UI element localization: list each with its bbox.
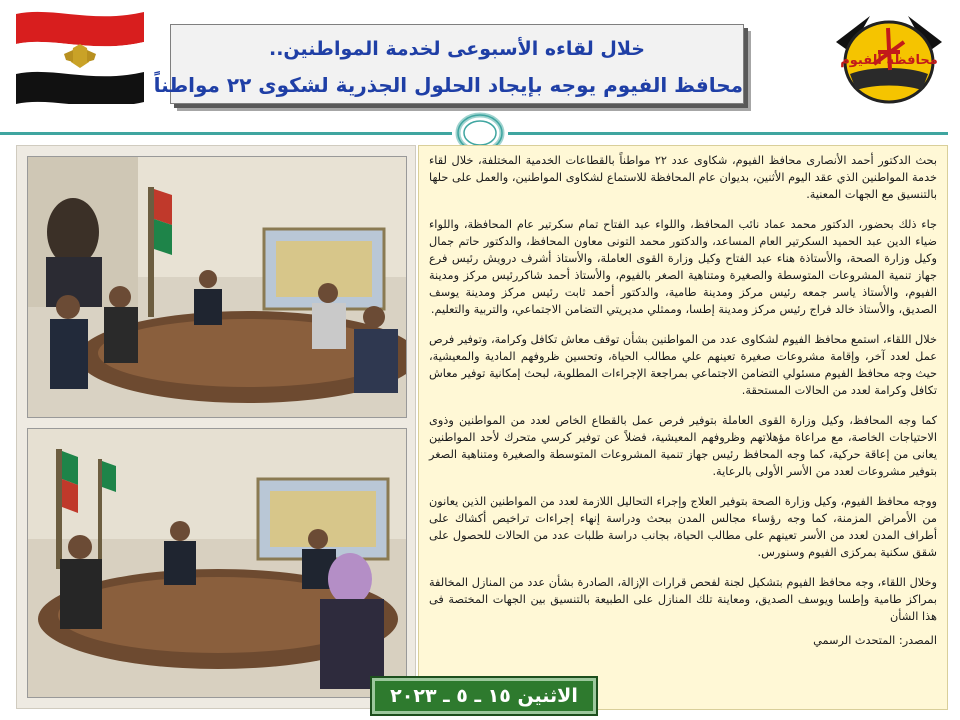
article-paragraph: ووجه محافظ الفيوم، وكيل وزارة الصحة بتوفير العلاج وإجراء التحاليل اللازمة لعدد من المواطنين الذين يعانون من الأمراض المزمنة، كما وجه رؤساء مجالس المدن ببحث ودراسة إنهاء إجراءات تراخيص أكشاك على أطراف المدن لعدد من الأسر تعينهم على مطالب الحياة، بجانب دراسة طلبات عدد من الحالات للحصول على شقق سكنية بمركزى الفيوم وسنورس.: [429, 495, 937, 559]
divider-left: [0, 132, 452, 135]
photo-panel: [16, 145, 416, 709]
article-source: المصدر: المتحدث الرسمي: [813, 634, 937, 647]
headline-box: [153, 24, 744, 104]
meeting-photo-2: [27, 428, 407, 698]
headline-line-2: محافظ الفيوم يوجه بإيجاد الحلول الجذرية لشكوى ٢٢ مواطناً: [153, 73, 743, 97]
article-paragraph: كما وجه المحافظ، وكيل وزارة القوى العاملة بتوفير فرص عمل بالقطاع الخاص لعدد من المواطنين وذوى الاحتياجات الخاصة، مع مراعاة مؤهلاتهم وظروفهم المعيشية، فضلاً عن توفير كرسي متحرك لأحد المواطنين يعانى من إعاقة حركية، كما وجه المحافظ رئيس جهاز تنمية المشروعات المتوسطة والصغيرة ومتناهية الصغر بتوفير مشروعات لعدد من الأسر الأولى بالرعاية.: [429, 414, 937, 478]
divider-right: [508, 132, 948, 135]
article-paragraph: بحث الدكتور أحمد الأنصارى محافظ الفيوم، شكاوى عدد ٢٢ مواطناً بالقطاعات الخدمية المختلفة، خلال لقاء خدمة المواطنين الذي عقد اليوم الأثنين، بديوان عام المحافظة للاستماع لشكاوى المواطنين، والعمل على حلها بالتنسيق مع الجهات المعنية.: [429, 154, 937, 201]
logo-lettering: محافظة الفيوم: [840, 53, 938, 68]
egypt-flag-icon: [12, 6, 148, 104]
article-paragraph: وخلال اللقاء، وجه محافظ الفيوم بتشكيل لجنة لفحص قرارات الإزالة، الصادرة بشأن عدد من المنازل المخالفة بمراكز طامية وإطسا ويوسف الصديق، ومعاينة تلك المنازل على الطبيعة بالتنسيق بين الجهات المختصة فى هذا الشأن: [429, 576, 937, 623]
headline-line-1: خلال لقاءه الأسبوعى لخدمة المواطنين..: [269, 38, 645, 60]
article-paragraph: خلال اللقاء، استمع محافظ الفيوم لشكاوى عدد من المواطنين بشأن توقف معاش تكافل وكرامة، وتوفير فرص عمل لعدد آخر، وإقامة مشروعات صغيرة تعينهم علي مطالب الحياة، وتحسين ظروفهم المادية والمعيشية، حيث وجه محافظ الفيوم مسئولي التضامن الاجتماعي بمراجعة الإجراءات المطلوبة، لبحث إمكانية توفير معاش تكافل وكرامة لعدد من الحالات المستحقة.: [429, 333, 937, 397]
date-plaque: الاثنين ١٥ ـ ٥ ـ ٢٠٢٣: [372, 678, 596, 714]
article-body: [418, 145, 948, 710]
meeting-photo-1: [27, 156, 407, 418]
article-paragraph: جاء ذلك بحضور، الدكتور محمد عماد نائب المحافظ، واللواء عبد الفتاح تمام سكرتير عام المحافظة، واللواء ضياء الدين عبد الحميد السكرتير العام المساعد، والدكتور محمد التونى معاون المحافظ، والدكتور حاتم جمال وكيل وزارة الصحة، والأستاذة هناء عبد الفتاح وكيل وزارة القوى العاملة، والأستاذ أشرف درويش رئيس فرع جهاز تنمية المشروعات المتوسطة والصغيرة ومتناهية الصغر بالفيوم، والأستاذ أحمد شاكررئيس مركز ومدينة الفيوم، والأستاذ ياسر جمعه رئيس مركز ومدينة طامية، والدكتور أحمد ثابت رئيس مركز ومدينة يوسف الصديق، والأستاذ خالد فراج رئيس مركز ومدينة إطسا، وممثلي مديريتي التضامن الاجتماعي، والتربية والتعليم.: [429, 218, 937, 316]
fayoum-governorate-logo: [830, 12, 948, 108]
